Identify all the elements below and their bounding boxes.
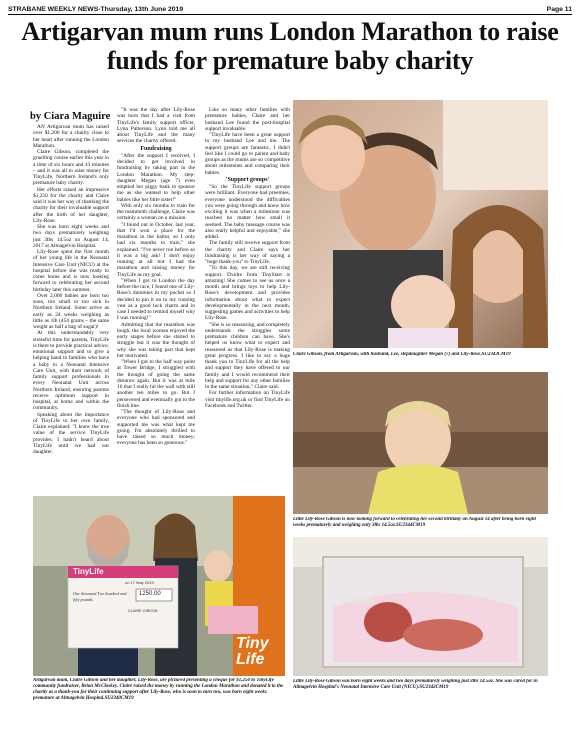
publication-line: STRABANE WEEKLY NEWS-Thursday, 13th June 2019 (8, 6, 184, 13)
cheque-payee: One thousand Two hundred and fifty pounds (73, 591, 127, 602)
paragraph: "I found out in October, last year, that I'd won a place for the marathon in the ballot, so I only had six months to train," she explained. "I've never run before so it was a big ask! I don't enjoy running at all but I had the marathon and raising money for TinyLife as my goal. (117, 221, 195, 278)
family-photo-caption: Claire Gibson, from Artigarvan, with husband, Lee, stepdaughter Megan (7) and Lily-Rose.SU2343CM19 (293, 352, 511, 357)
paragraph: The family still receive support from the charity and Claire says her fundraising is her way of saying a "huge thank-you" to TinyLife. (205, 240, 290, 265)
paragraph: For further information on TinyLife visit tinylife.org.uk or find TinyLife on Facebook and Twitter. (205, 390, 290, 409)
paragraph: With only six months to train for the mammoth challenge, Claire was certainly a woman on a mission. (117, 202, 195, 222)
paragraph: Claire Gibson, completed the gruelling course earlier this year in a time of six hours and 43 minutes – and it was all to raise money for TinyLife, Northern Ireland's only premature baby charity. (33, 149, 109, 187)
paragraph: "After the support I received, I decided to get involved in fundraising by taking part in the London Marathon. My step-daughter Megan (age 7) even emptied her piggy bank to sponsor me as she wanted to help other babies like her little sister!" (117, 152, 195, 203)
paragraph: "She is so reassuring, and completely understands the struggles some premature children can have. She's helped us know what to expect and reassured us that Lily-Rose is making great progress. I like to say a huge thank you to TinyLife for all the help and support they have offered to our family and I would recommend their help and support for any other families in the same situation," Claire said. (205, 321, 290, 390)
paragraph: AN Artigarvan mum has raised over $1,200 for a charity close to her heart after running the London Marathon. (33, 124, 109, 149)
headline: Artigarvan mum runs London Marathon to raise funds for premature baby charity (21, 17, 559, 75)
cheque-signature: CLAIRE GIBSON (128, 609, 158, 613)
paragraph: "When I got to the half way point at Tower Bridge, I struggled with the thought of going the same distance again. But it was at mile 16 that I really hit the wall with still another ten miles to go. But I persevered and eventually got to the finish line. (117, 359, 195, 409)
lily-rose-photo (293, 372, 548, 514)
paragraph: "The thought of Lily-Rose and everyone who had sponsored and supported me was what kept me going. I'm absolutely thrilled to have raised so much money; everyone has been so generous." (117, 409, 195, 447)
nicu-photo (293, 537, 548, 676)
cheque-presentation-photo (33, 496, 285, 676)
paragraph: Lily-Rose spent the first month of her young life in the Neonatal Intensive Care Unit (NICU) at the hospital before she was ready to come home and is now looking forward to celebrating her second birthday later this summer. (33, 249, 109, 293)
paragraph: Her efforts raised an impressive $1,250 for the charity and Claire said it was her way of thanking the charity for their invaluable support after the birth of her daughter, Lily-Rose. (33, 186, 109, 224)
paragraph: "It was the day after Lily-Rose was born that I had a visit from TinyLife's family support officer, Lynn Patterson. Lynn told me all about TinyLife and the many services the charity offered. (117, 107, 195, 145)
lily-rose-photo-caption: Little Lily-Rose Gibson is now looking forward to celebrating her second birthday on August 14 after being born eight weeks prematurely and weighing only 3lbs 14.5oz.SU2344CM19 (293, 517, 536, 528)
nicu-photo-caption: Little Lily-Rose Gibson was born eight weeks and two days prematurely weighing just 3lbs 14.5oz. She was cared for in Altnagelvin Hospital's Neonatal Intensive Care Unit (NICU).SU2342CM19 (293, 679, 538, 690)
article-column-2 (117, 107, 195, 493)
cheque-photo-caption: Artigarvan mum, Claire Gibson and her daughter, Lily-Rose, are pictured presenting a cheque for $1,250 to TinyLife community fundraiser, Brian McCloskey. Claire raised the money by running the London Marathon and donated it to the charity as a thank-you for their continuing support after Lily-Rose, who is soon to turn two, was born eight weeks premature at Altnagelvin Hospital.SU2340CM19 (33, 678, 284, 701)
paragraph: She was born eight weeks and two days prematurely weighing just 3lbs 14.5oz on August 14, 2017 at Altnagelvin Hospital. (33, 224, 109, 249)
page-number: Page 11 (546, 6, 572, 13)
paragraph: At this understandably very stressful time for parents, TinyLife is there to provide practical advice, emotional support and to give a helping hand to families who have a baby in a Neonatal Intensive Care Unit, with their network of family support professionals in every Neonatal Unit across Northern Ireland, ensuring parents receive optimum support in hospital, at home and within the community. (33, 330, 109, 412)
article-column-3 (205, 107, 290, 493)
subheading: Fundraising (140, 145, 172, 152)
paragraph: Like so many other families with premature babies, Claire and her husband Lee found the post-hospital support invaluable. (205, 107, 290, 132)
tinylife-banner-text: Tiny Life (236, 635, 269, 668)
paragraph: "To this day, we are still receiving support. Dxidre from TinyStart is amazing! She comes to see us once a month and brings toys to help Lily-Rose's development and provides information about what to expect developmentally in the next month, suggesting games and activities to help Lily-Rose. (205, 265, 290, 322)
paragraph: Admitting that the marathon was tough, the local woman enjoyed the early stages before she started to struggle but it was the thought of why she was taking part that kept her motivated. (117, 321, 195, 359)
cheque-brand: TinyLife (73, 567, 104, 576)
paragraph: Speaking about the importance of TinyLife to her own family, Claire explained: "I knew the true value of the service TinyLife provides. I hadn't heard about TinyLife until we had our daughter. (33, 411, 109, 455)
masthead (8, 1, 572, 13)
cheque-amount: 1250.00 (139, 591, 161, 597)
byline: by Ciara Maguire (30, 111, 111, 122)
paragraph: Over 2,000 babies are born too soon, too small or too sick in Northern Ireland. Some arrive as early as 24 weeks weighing as little as 1lb (454 grams – the same weight as half a bag of sugar)! (33, 292, 109, 330)
family-photo (293, 100, 548, 348)
paragraph: "So the TinyLife support groups were brilliant. Everyone had preemies, everyone understood the difficulties you were going through and knew how exciting it was when a milestone was reached no matter how small it seemed. The baby massage course was also really helpful and enjoyable," she added. (205, 184, 290, 240)
paragraph: "When I got to London the day before the race, I found one of Lily-Rose's dummies in my pocket so I decided to pin it on to my running vest as a good luck charm and in case I needed to remind myself why I was running!" (117, 277, 195, 322)
article-column-1 (33, 124, 109, 492)
subheading: 'Support groups' (225, 176, 270, 183)
masthead-rule (8, 14, 572, 15)
paragraph: "TinyLife have been a great support to my husband Lee and me. The support groups are fantastic, I didn't feel like I could go to parent and baby groups as the mums are so competitive about milestones and comparing their babies. (205, 132, 290, 176)
cheque-date: on 17 May 2019 (125, 580, 154, 585)
